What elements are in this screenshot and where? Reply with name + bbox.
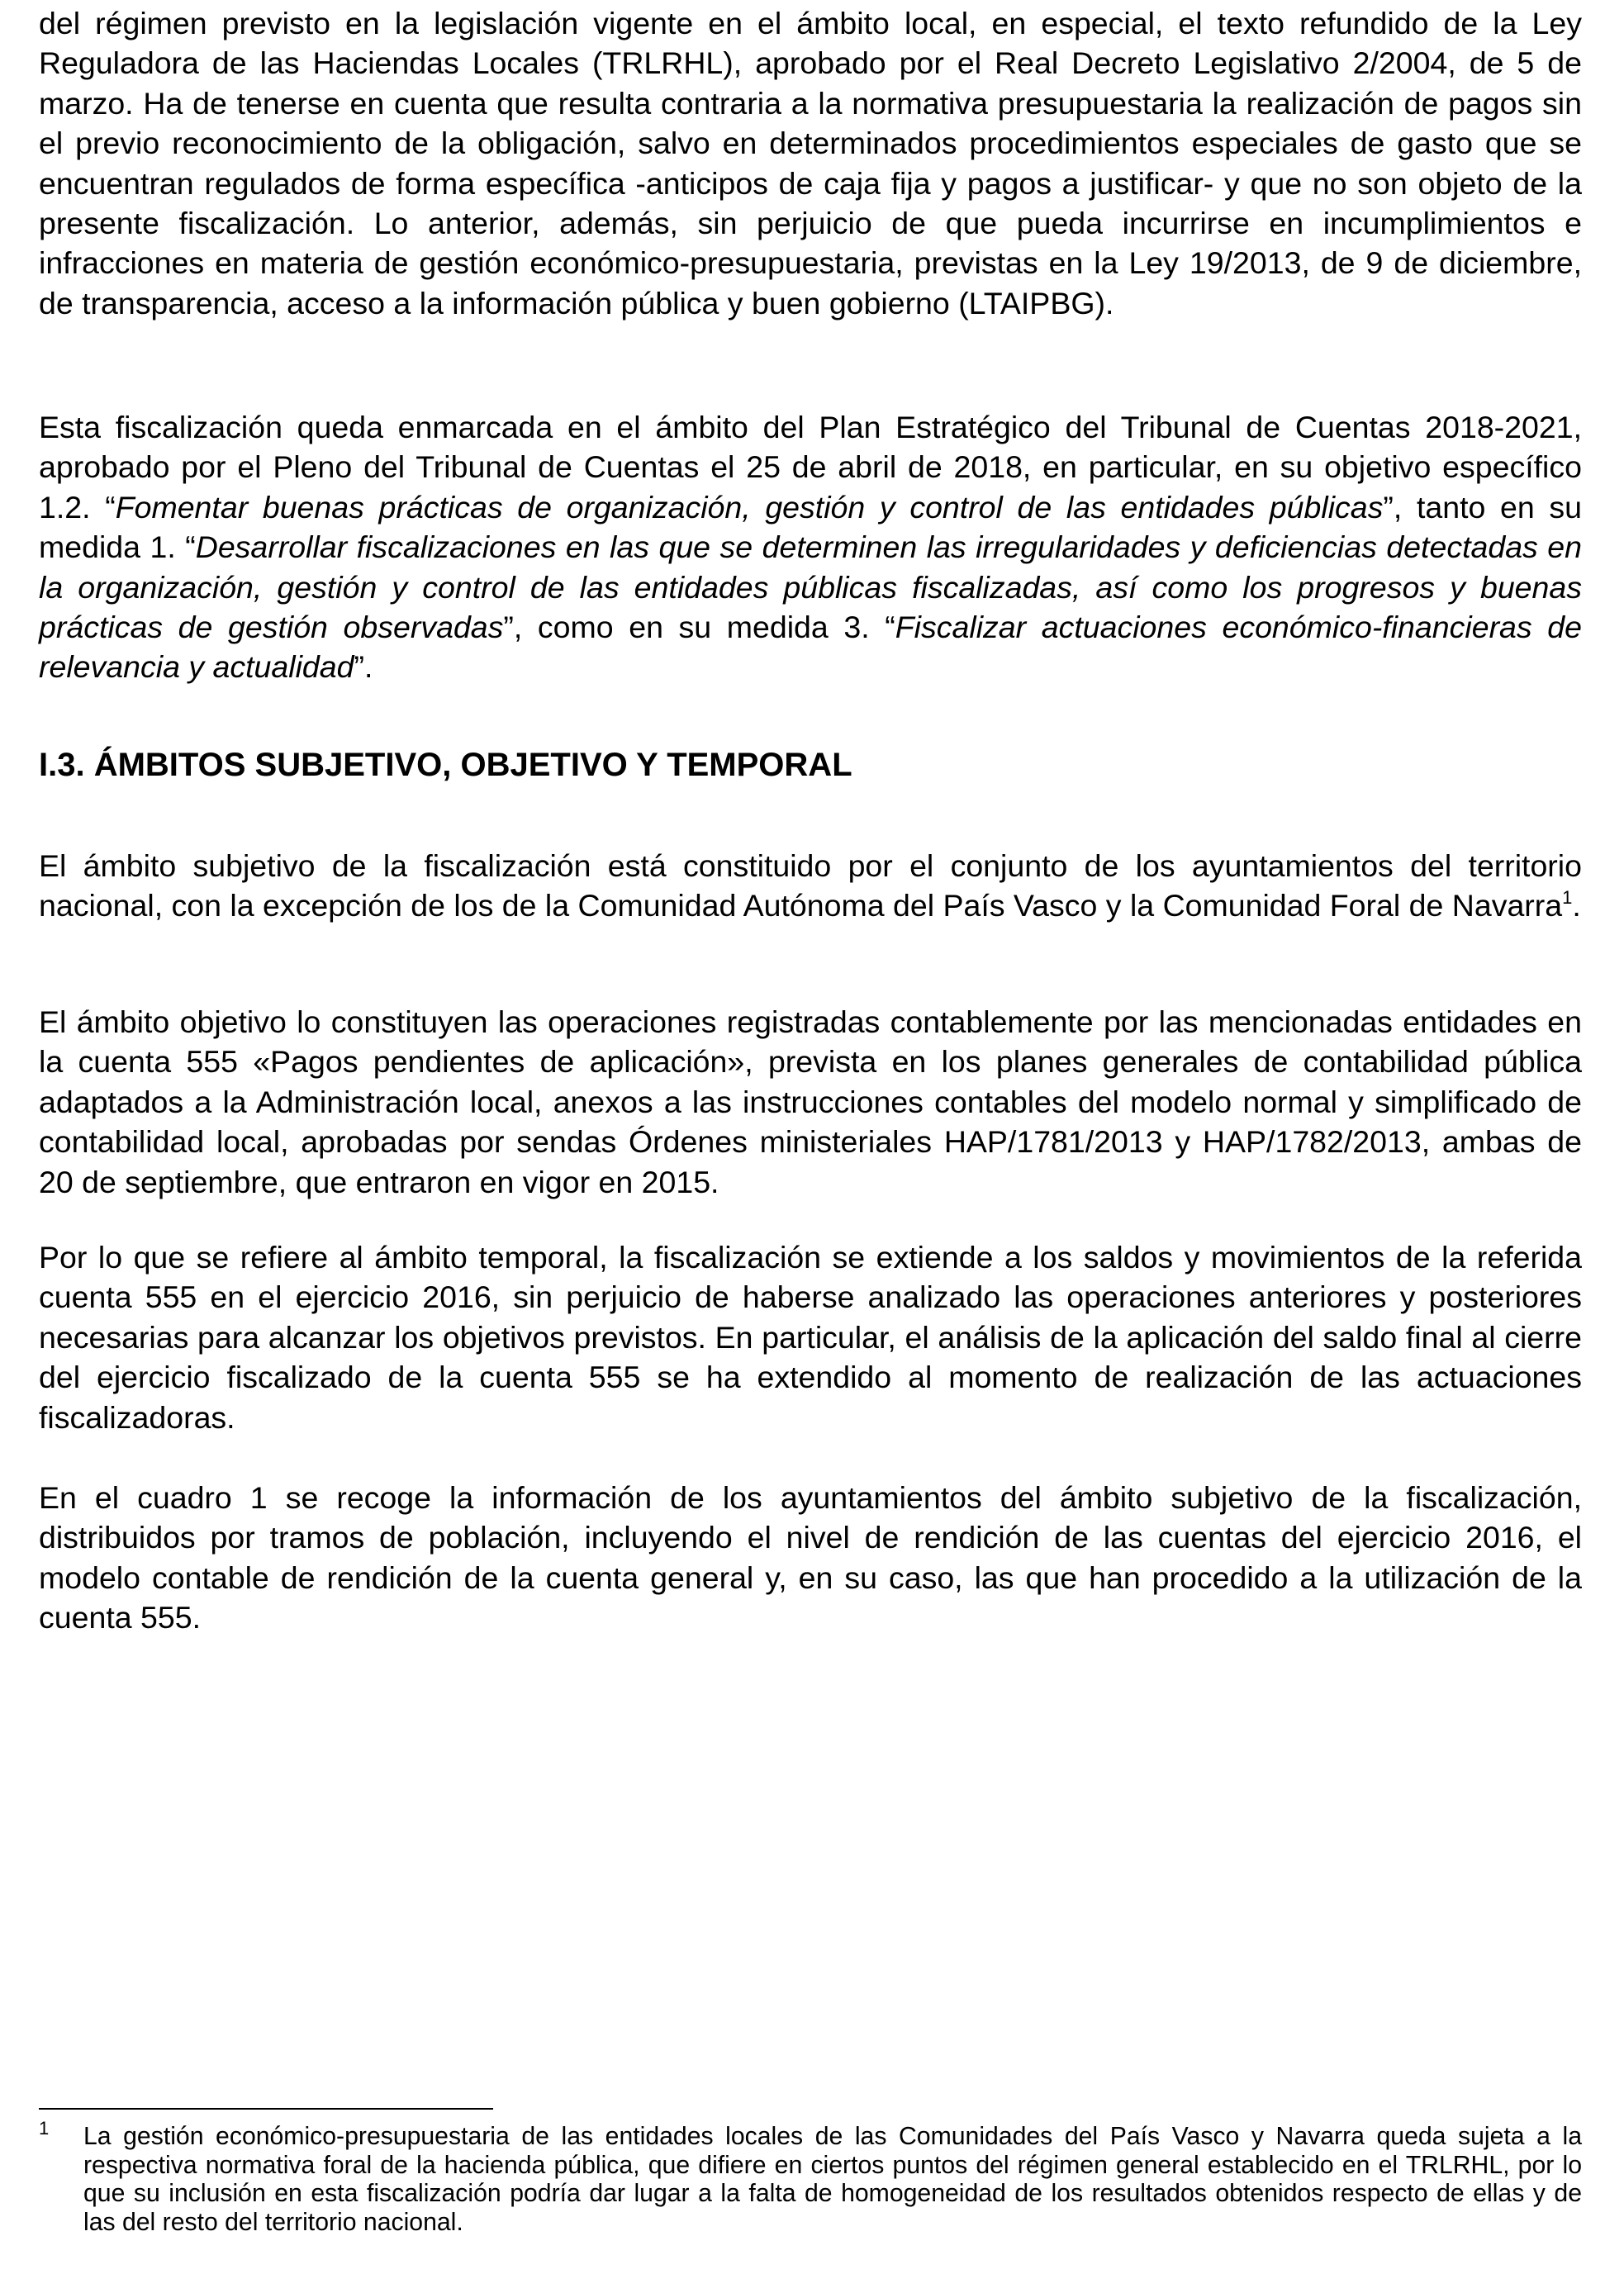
section-heading: I.3. ÁMBITOS SUBJETIVO, OBJETIVO Y TEMPORAL (39, 747, 852, 783)
paragraph-legal-regime: del régimen previsto en la legislación vigente en el ámbito local, en especial, el texto refundido de la Ley Reguladora de las Haciendas Locales (TRLRHL), aprobado por el Real Decreto Legislativo 2/2004, de 5 de marzo. Ha de tenerse en cuenta que resulta contraria a la normativa presupuestaria la realización de pagos sin el previo reconocimiento de la obligación, salvo en determinados procedimientos especiales de gasto que se encuentran regulados de forma específica -anticipos de caja fija y pagos a justificar- y que no son objeto de la presente fiscalización. Lo anterior, además, sin perjuicio de que pueda incurrirse en incumplimientos e infracciones en materia de gestión económico-presupuestaria, previstas en la Ley 19/2013, de 9 de diciembre, de transparencia, acceso a la información pública y buen gobierno (LTAIPBG). (39, 6, 1582, 320)
footnote (39, 2118, 1582, 2237)
strategic-plan-objective-italic: Fomentar buenas prácticas de organización, gestión y control de las entidades públicas (115, 489, 1384, 525)
footnote-mark: 1 (39, 2118, 50, 2139)
strategic-plan-text-g: ”. (354, 649, 373, 685)
subjective-scope-end: . (1572, 888, 1581, 923)
paragraph-temporal-scope: Por lo que se refiere al ámbito temporal, la fiscalización se extiende a los saldos y movimientos de la referida cuenta 555 en el ejercicio 2016, sin perjuicio de haberse analizado las operaciones anteriores y posteriores necesarias para alcanzar los objetivos previstos. En particular, el análisis de la aplicación del saldo final al cierre del ejercicio fiscalizado de la cuenta 555 se ha extendido al momento de realización de las actuaciones fiscalizadoras. (39, 1240, 1582, 1435)
strategic-plan-measure1-italic: Desarrollar fiscalizaciones en las que se determinen las irregularidades y deficiencias detectadas en la organización, gestión y control de las entidades públicas fiscalizadas, así como los progresos y buenas prácticas de gestión observadas (39, 529, 1582, 645)
paragraph-objective-scope: El ámbito objetivo lo constituyen las operaciones registradas contablemente por las mencionadas entidades en la cuenta 555 «Pagos pendientes de aplicación», prevista en los planes generales de contabilidad pública adaptados a la Administración local, anexos a las instrucciones contables del modelo normal y simplificado de contabilidad local, aprobadas por sendas Órdenes ministeriales HAP/1781/2013 y HAP/1782/2013, ambas de 20 de septiembre, que entraron en vigor en 2015. (39, 1004, 1582, 1199)
footnote-body: La gestión económico-presupuestaria de las entidades locales de las Comunidades del País Vasco y Navarra queda sujeta a la respectiva normativa foral de la hacienda pública, que difiere en ciertos puntos del régimen general establecido en el TRLRHL, por lo que su inclusión en esta fiscalización podría dar lugar a la falta de homogeneidad de los resultados obtenidos respecto de ellas y de las del resto del territorio nacional. (83, 2123, 1582, 2236)
footnote-text (39, 2123, 1582, 2237)
footnote-reference[interactable]: 1 (1562, 886, 1573, 908)
paragraph-subjective-scope (39, 846, 1582, 926)
paragraph-table-reference: En el cuadro 1 se recoge la información de los ayuntamientos del ámbito subjetivo de la fiscalización, distribuidos por tramos de población, incluyendo el nivel de rendición de las cuentas del ejercicio 2016, el modelo contable de rendición de la cuenta general y, en su caso, las que han procedido a la utilización de la cuenta 555. (39, 1480, 1582, 1635)
strategic-plan-text-c: ”, tanto en su medida 1. “ (39, 489, 1582, 565)
paragraph-strategic-plan (39, 407, 1582, 687)
strategic-plan-measure3-italic: Fiscalizar actuaciones económico-financieras de relevancia y actualidad (39, 610, 1582, 685)
footnote-separator (39, 2108, 493, 2110)
subjective-scope-text: El ámbito subjetivo de la fiscalización está constituido por el conjunto de los ayuntamientos del territorio nacional, con la excepción de los de la Comunidad Autónoma del País Vasco y la Comunidad Foral de Navarra (39, 848, 1582, 923)
strategic-plan-text-e: ”, como en su medida 3. “ (503, 610, 895, 645)
strategic-plan-text-a: Esta fiscalización queda enmarcada en el ámbito del Plan Estratégico del Tribunal de Cuentas 2018-2021, aprobado por el Pleno del Tribunal de Cuentas el 25 de abril de 2018, en particular, en su objetivo específico 1.2. “ (39, 410, 1582, 525)
